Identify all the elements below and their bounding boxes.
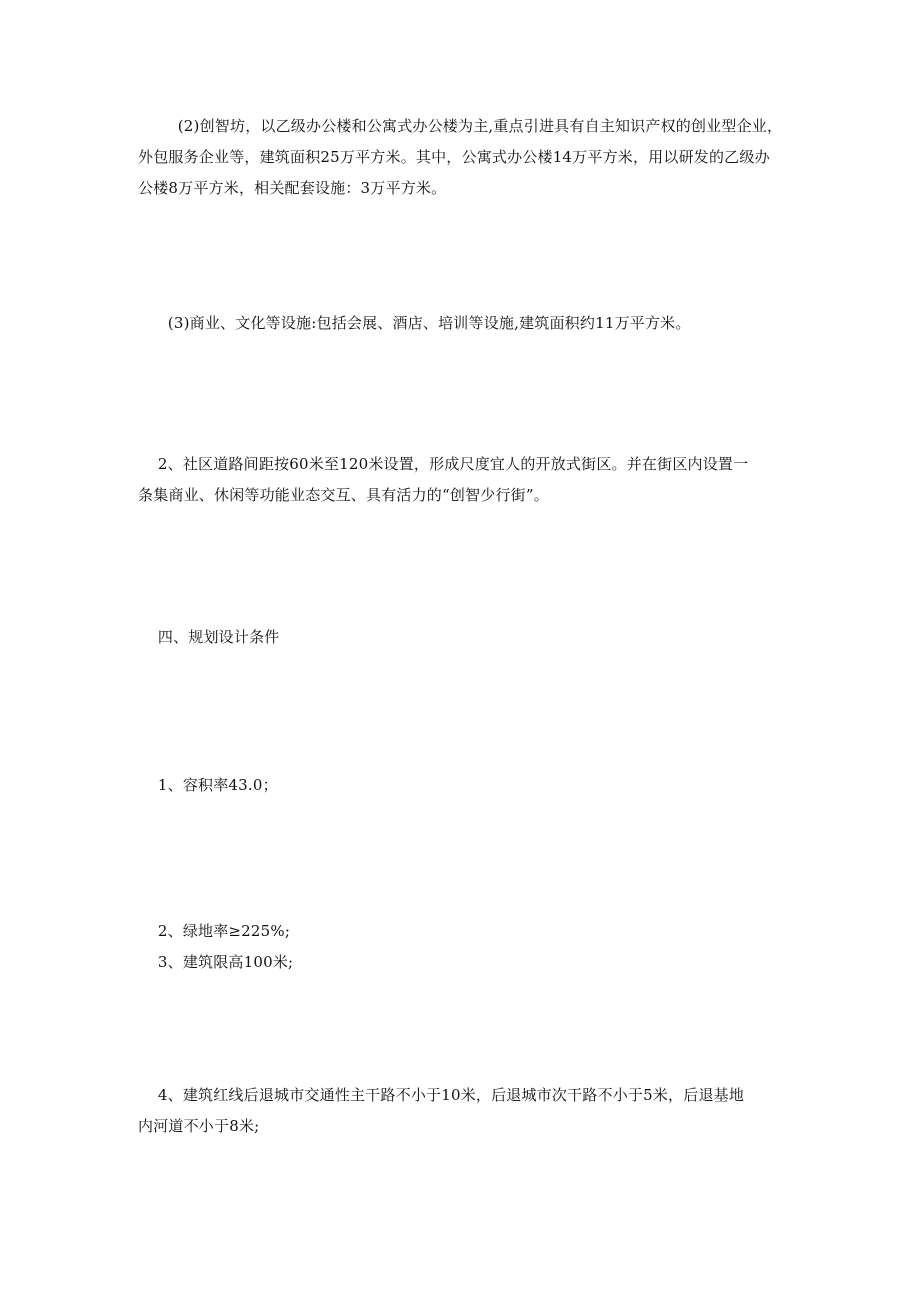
- paragraph-plot-ratio: [138, 770, 798, 801]
- section-heading: [138, 622, 798, 653]
- paragraph-line: 条集商业、休闲等功能业态交互、具有活力的“创智少行街”。: [138, 486, 549, 504]
- heading-line: 四、规划设计条件: [138, 628, 280, 646]
- paragraph-line: 内河道不小于8米;: [138, 1117, 260, 1135]
- paragraph-line: 公楼8万平方米，相关配套设施：3万平方米。: [138, 179, 447, 197]
- paragraph-setback: [138, 1080, 798, 1142]
- paragraph-line: 2、社区道路间距按60米至120米设置，形成尺度宜人的开放式街区。并在街区内设置一: [138, 455, 749, 473]
- paragraph-green-ratio-height: [138, 916, 798, 978]
- paragraph-commercial-facilities: [138, 308, 798, 339]
- paragraph-line: 1、容积率43.0；: [138, 776, 278, 794]
- paragraph-line: 4、建筑红线后退城市交通性主干路不小于10米，后退城市次干路不小于5米，后退基地: [138, 1086, 745, 1104]
- paragraph-line: 3、建筑限高100米;: [138, 953, 294, 971]
- paragraph-line: (2)创智坊，以乙级办公楼和公寓式办公楼为主,重点引进具有自主知识产权的创业型企业，: [138, 117, 783, 135]
- paragraph-chuangzhifang: [138, 111, 798, 204]
- paragraph-line: 外包服务企业等，建筑面积25万平方米。其中，公寓式办公楼14万平方米，用以研发的乙级办: [138, 148, 770, 166]
- paragraph-line: (3)商业、文化等设施:包括会展、酒店、培训等设施,建筑面积约11万平方米。: [138, 314, 691, 332]
- paragraph-road-spacing: [138, 449, 798, 511]
- paragraph-line: 2、绿地率≥225%;: [138, 922, 291, 940]
